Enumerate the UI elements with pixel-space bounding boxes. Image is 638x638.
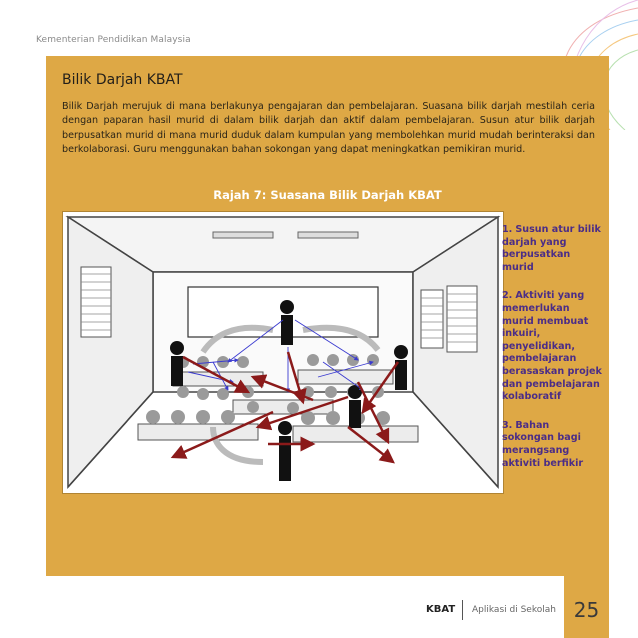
footer-subtitle: Aplikasi di Sekolah [472,605,556,615]
section-body: Bilik Darjah merujuk di mana berlakunya pengajaran dan pembelajaran. Suasana bilik darjah mestilah ceria dengan paparan hasil murid di dalam bilik darjah dan aktif dalam pembelajaran. Susun atur bilik darjah berpusatkan murid di mana murid duduk dalam kumpulan yang membolehkan murid mudah berinteraksi dan berkolaborasi. Guru menggunakan bahan sokongan yang dapat meningkatkan pemikiran murid. [62,101,595,156]
section-title: Bilik Darjah KBAT [62,72,183,88]
figure-caption: Rajah 7: Suasana Bilik Darjah KBAT [213,188,442,202]
legend-item: 2. Aktiviti yang memerlukan murid membuat inkuiri, penyelidikan, pembelajaran berasaskan projek dan pembelajaran kolaboratif [502,290,602,403]
ministry-header: Kementerian Pendidikan Malaysia [36,35,191,45]
figure-legend [502,224,602,486]
legend-item: 3. Bahan sokongan bagi merangsang aktiviti berfikir [502,419,584,469]
legend-item: 1. Susun atur bilik darjah yang berpusatkan murid [502,224,601,273]
content-panel [46,56,609,576]
footer-tag: KBAT [426,604,456,615]
page-number-box [564,576,609,638]
page-number: 25 [573,598,600,622]
classroom-illustration [62,211,504,494]
footer-divider [462,600,463,620]
